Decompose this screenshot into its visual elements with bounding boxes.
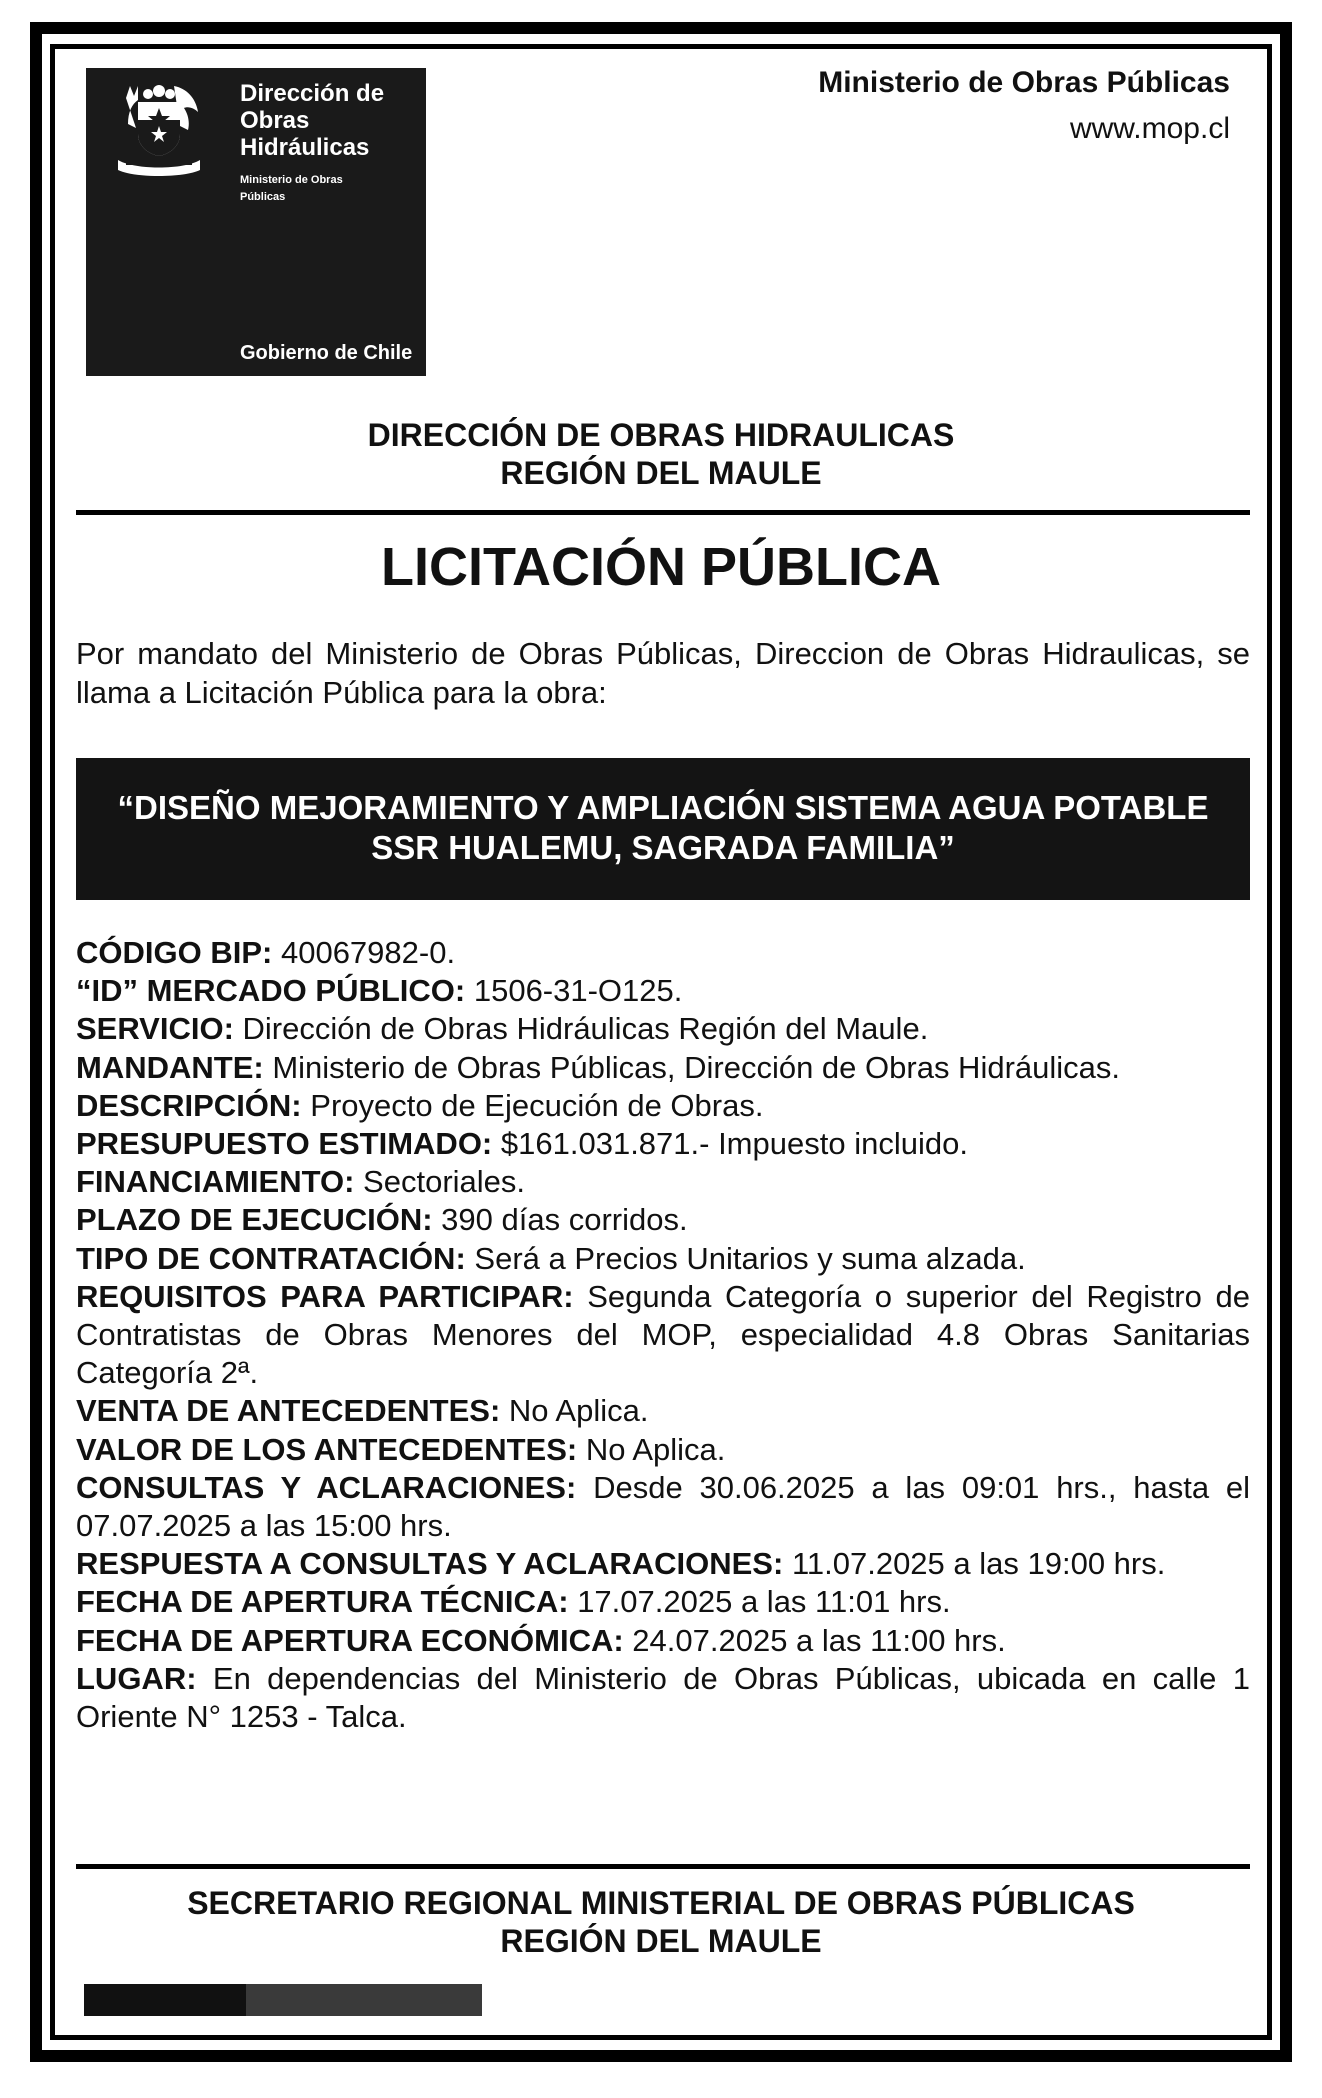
- detail-row: [76, 934, 1250, 972]
- divider-bottom: [76, 1864, 1250, 1869]
- detail-label: CÓDIGO BIP:: [76, 935, 273, 970]
- detail-value: Sectoriales.: [363, 1164, 526, 1200]
- detail-value: No Aplica.: [508, 1393, 649, 1429]
- detail-row: [76, 1049, 1250, 1087]
- divider-top: [76, 510, 1250, 515]
- project-banner: “DISEÑO MEJORAMIENTO Y AMPLIACIÓN SISTEMA AGUA POTABLE SSR HUALEMU, SAGRADA FAMILIA”: [76, 758, 1250, 900]
- detail-row: [76, 1545, 1250, 1583]
- detail-row: [76, 1392, 1250, 1430]
- detail-value: 11.07.2025 a las 19:00 hrs.: [791, 1546, 1166, 1582]
- detail-value: 17.07.2025 a las 11:01 hrs.: [577, 1584, 951, 1620]
- detail-value: Dirección de Obras Hidráulicas Región del Maule.: [242, 1011, 929, 1047]
- ministry-name: Ministerio de Obras Públicas: [818, 66, 1230, 99]
- chile-coat-of-arms-icon: [104, 78, 214, 178]
- detail-label: PRESUPUESTO ESTIMADO:: [76, 1126, 493, 1162]
- detail-label: FINANCIAMIENTO:: [76, 1164, 355, 1200]
- detail-label: LUGAR:: [76, 1660, 197, 1696]
- detail-row: [76, 972, 1250, 1010]
- page-title: LICITACIÓN PÚBLICA: [381, 537, 941, 597]
- detail-value: Proyecto de Ejecución de Obras.: [310, 1087, 764, 1123]
- detail-label: REQUISITOS PARA PARTICIPAR:: [76, 1278, 574, 1314]
- detail-row: [76, 1201, 1250, 1239]
- logo-government: Gobierno de Chile: [240, 342, 413, 364]
- detail-value: Ministerio de Obras Públicas, Dirección de Obras Hidráulicas.: [272, 1049, 1120, 1085]
- logo-subtitle: Ministerio de Obras Públicas: [240, 174, 343, 203]
- directorate-heading: DIRECCIÓN DE OBRAS HIDRAULICAS REGIÓN DEL MAULE: [367, 417, 955, 491]
- detail-value: 40067982-0.: [280, 935, 456, 970]
- detail-value: 390 días corridos.: [441, 1202, 688, 1238]
- detail-row: [76, 1469, 1250, 1545]
- detail-row: [76, 1010, 1250, 1048]
- detail-value: No Aplica.: [585, 1431, 726, 1467]
- footer-signature: SECRETARIO REGIONAL MINISTERIAL DE OBRAS PÚBLICAS REGIÓN DEL MAULE: [187, 1885, 1135, 1959]
- detail-label: FECHA DE APERTURA ECONÓMICA:: [76, 1622, 624, 1658]
- detail-label: DESCRIPCIÓN:: [76, 1087, 302, 1123]
- detail-label: RESPUESTA A CONSULTAS Y ACLARACIONES:: [76, 1546, 784, 1582]
- detail-label: MANDANTE:: [76, 1049, 264, 1085]
- detail-label: FECHA DE APERTURA TÉCNICA:: [76, 1584, 569, 1620]
- detail-value: Desde 30.06.2025 a las 09:01 hrs., hasta el 07.07.2025 a las 15:00 hrs.: [76, 1469, 1251, 1544]
- logo-name: Dirección de Obras Hidráulicas: [240, 80, 385, 161]
- detail-row: [76, 1125, 1250, 1163]
- detail-value: En dependencias del Ministerio de Obras Públicas, ubicada en calle 1 Oriente N° 1253 - Talca.: [76, 1660, 1250, 1735]
- detail-row: [76, 1278, 1250, 1393]
- detail-value: $161.031.871.- Impuesto incluido.: [500, 1126, 968, 1162]
- detail-value: Segunda Categoría o superior del Registro de Contratistas de Obras Menores del MOP, especialidad 4.8 Obras Sanitarias Categoría 2ª.: [76, 1278, 1250, 1391]
- detail-row: [76, 1240, 1250, 1278]
- detail-value: 1506-31-O125.: [473, 973, 683, 1009]
- detail-row: [76, 1431, 1250, 1469]
- dho-logo: [86, 68, 426, 376]
- detail-value: 24.07.2025 a las 11:00 hrs.: [632, 1622, 1006, 1658]
- footer-bar-grey: [246, 1984, 482, 2016]
- detail-row: [76, 1583, 1250, 1621]
- detail-row: [76, 1622, 1250, 1660]
- detail-row: [76, 1163, 1250, 1201]
- detail-label: VALOR DE LOS ANTECEDENTES:: [76, 1431, 578, 1467]
- detail-label: VENTA DE ANTECEDENTES:: [76, 1393, 501, 1429]
- detail-label: TIPO DE CONTRATACIÓN:: [76, 1240, 466, 1276]
- tender-details: [76, 934, 1250, 1736]
- detail-label: SERVICIO:: [76, 1011, 234, 1047]
- detail-row: [76, 1660, 1250, 1736]
- detail-label: “ID” MERCADO PÚBLICO:: [76, 973, 466, 1009]
- detail-label: PLAZO DE EJECUCIÓN:: [76, 1202, 433, 1238]
- intro-paragraph: Por mandato del Ministerio de Obras Públicas, Direccion de Obras Hidraulicas, se llama a Licitación Pública para la obra:: [76, 636, 1250, 710]
- footer-bar-dark: [84, 1984, 246, 2016]
- detail-value: Será a Precios Unitarios y suma alzada.: [474, 1240, 1026, 1276]
- website-link[interactable]: www.mop.cl: [1069, 112, 1230, 145]
- detail-row: [76, 1087, 1250, 1125]
- detail-label: CONSULTAS Y ACLARACIONES:: [76, 1469, 577, 1505]
